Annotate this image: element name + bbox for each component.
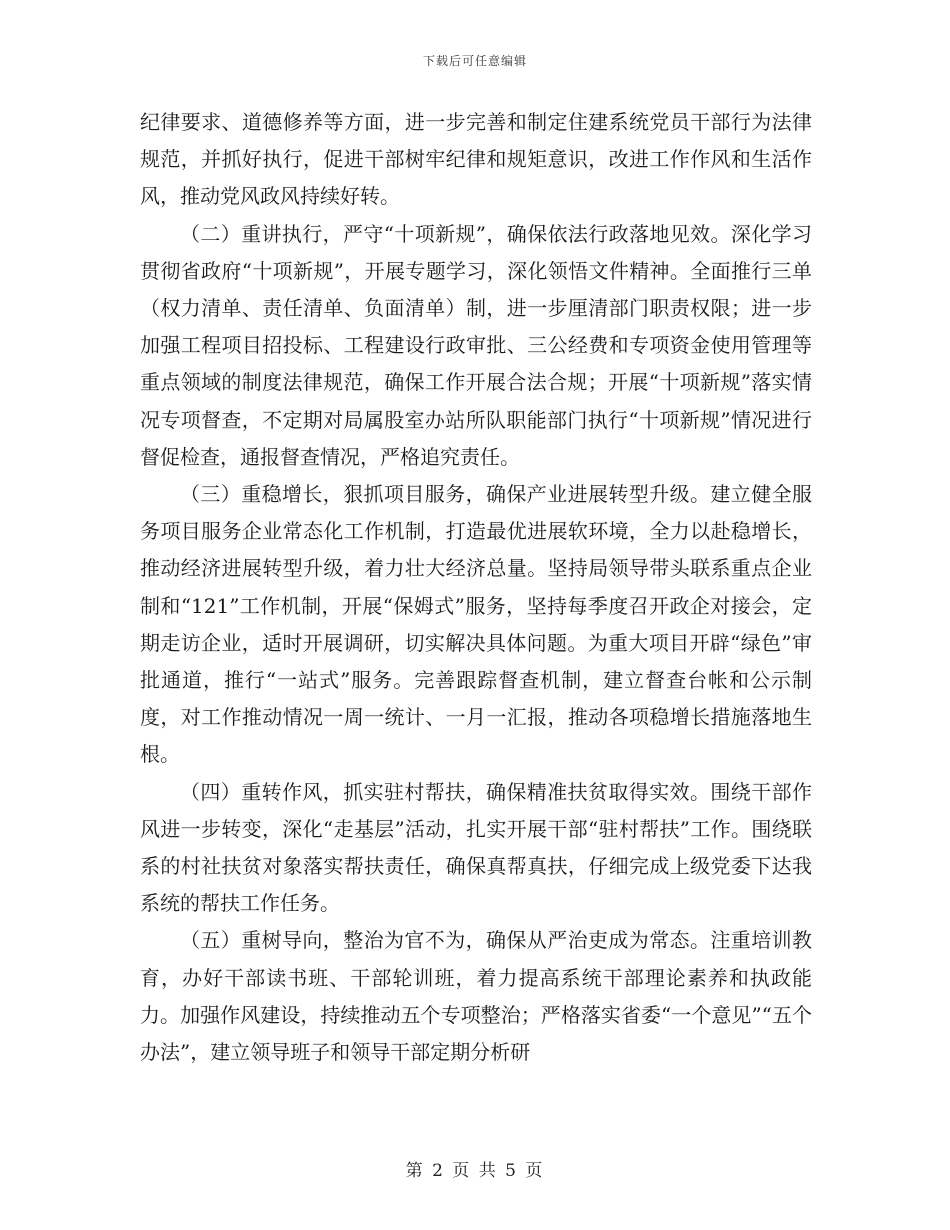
paragraph-section-5: （五）重树导向，整治为官不为，确保从严治吏成为常态。注重培训教育，办好干部读书班、干部轮训班，着力提高系统干部理论素养和执政能力。加强作风建设，持续推动五个专项整治；严格落实省委“一个意见”“五个办法”，建立领导班子和领导干部定期分析研	[140, 928, 812, 1065]
document-body	[140, 104, 812, 1071]
paragraph-section-3: （三）重稳增长，狠抓项目服务，确保产业进展转型升级。建立健全服务项目服务企业常态化工作机制，打造最优进展软环境，全力以赴稳增长，推动经济进展转型升级，着力壮大经济总量。坚持局领导带头联系重点企业制和“121”工作机制，开展“保姆式”服务，坚持每季度召开政企对接会，定期走访企业，适时开展调研，切实解决具体问题。为重大项目开辟“绿色”审批通道，推行“一站式”服务。完善跟踪督查机制，建立督查台帐和公示制度，对工作推动情况一周一统计、一月一汇报，推动各项稳增长措施落地生根。	[140, 482, 812, 767]
page-number: 第 2 页 共 5 页	[405, 1161, 545, 1181]
paragraph-section-4: （四）重转作风，抓实驻村帮扶，确保精准扶贫取得实效。围绕干部作风进一步转变，深化“走基层”活动，扎实开展干部“驻村帮扶”工作。围绕联系的村社扶贫对象落实帮扶责任，确保真帮真扶，仔细完成上级党委下达我系统的帮扶工作任务。	[140, 779, 812, 916]
page-header-note: 下载后可任意编辑	[422, 54, 527, 68]
paragraph-continuation: 纪律要求、道德修养等方面，进一步完善和制定住建系统党员干部行为法律规范，并抓好执行，促进干部树牢纪律和规矩意识，改进工作作风和生活作风，推动党风政风持续好转。	[140, 110, 812, 209]
paragraph-section-2: （二）重讲执行，严守“十项新规”，确保依法行政落地见效。深化学习贯彻省政府“十项新规”，开展专题学习，深化领悟文件精神。全面推行三单（权力清单、责任清单、负面清单）制，进一步厘清部门职责权限；进一步加强工程项目招投标、工程建设行政审批、三公经费和专项资金使用管理等重点领域的制度法律规范，确保工作开展合法合规；开展“十项新规”落实情况专项督查，不定期对局属股室办站所队职能部门执行“十项新规”情况进行督促检查，通报督查情况，严格追究责任。	[140, 221, 812, 469]
